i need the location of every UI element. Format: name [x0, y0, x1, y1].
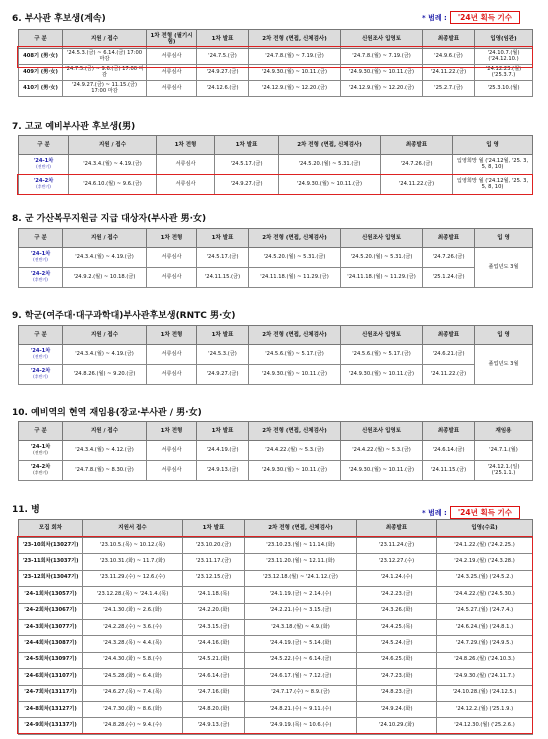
header-cell: 최종발표	[423, 30, 475, 49]
section-9-title: 9. 학군(여주대·대구과학대)부사관후보생(RNTC 男·女)	[12, 311, 236, 321]
legend-label: * 범례 :	[422, 13, 447, 22]
table-cell: 서류심사	[147, 248, 197, 268]
header-cell: 2차 전형 (면접, 신체검사)	[245, 520, 357, 538]
header-cell: 2차 전형 (면접, 신체검사)	[249, 30, 341, 49]
table-cell: '24.7.26.(금)	[423, 248, 475, 268]
table-cell: '24.9.30.(월) ~ 10.11.(금)	[249, 65, 341, 81]
row-label-sub: (전반기)	[33, 450, 48, 456]
row-label: '24-6회차(13107기)	[19, 669, 83, 685]
table-cell: '24.9.27.(금)	[197, 365, 249, 385]
row-label	[19, 268, 63, 288]
table-cell: '24.11.22.(금)	[381, 175, 453, 195]
table-row	[19, 570, 533, 586]
row-label: '24-9회차(13137기)	[19, 718, 83, 734]
table-cell: '24.3.18.(월) ~ 4.9.(화)	[245, 619, 357, 635]
table-row	[19, 538, 533, 554]
table-cell: '23.12.18.(월) ~ '24.1.12.(금)	[245, 570, 357, 586]
table-cell: '24.1.30.(화) ~ 2.6.(화)	[83, 603, 183, 619]
table-header	[19, 229, 533, 248]
table-row	[19, 587, 533, 603]
header-cell: 지원 / 접수	[63, 326, 147, 345]
table-cell: '24.8.26.(월) ('24.10.3.)	[437, 652, 533, 668]
table-row	[19, 701, 533, 717]
table-cell: '24.6.14.(금)	[183, 669, 245, 685]
row-label	[19, 461, 63, 481]
table-cell: '24.3.26.(화)	[357, 603, 437, 619]
section-6-table	[18, 29, 533, 97]
row-label: '24-2회차(13067기)	[19, 603, 83, 619]
row-label-sub: (후반기)	[33, 470, 48, 476]
table-cell: '24.2.19.(월) ('24.3.28.)	[437, 554, 533, 570]
table-cell: '24.7.16.(화)	[183, 685, 245, 701]
table-cell: 서류심사	[157, 175, 215, 195]
row-label	[19, 441, 63, 461]
table-cell: '23.11.24.(금)	[357, 538, 437, 554]
row-label-text: '24-2차	[30, 464, 51, 471]
row-label: '24-8회차(13127기)	[19, 701, 83, 717]
table-cell: '23.10.5.(목) ~ 10.12.(목)	[83, 538, 183, 554]
table-cell: '24.11.18.(월) ~ 11.29.(금)	[249, 268, 341, 288]
table-cell: '24.5.21.(화)	[183, 652, 245, 668]
table-cell: 서류심사	[157, 155, 215, 175]
table-cell: '24.5.24.(금)	[357, 636, 437, 652]
table-row	[19, 636, 533, 652]
header-cell: 1차 전형	[147, 326, 197, 345]
table-cell: '24.9.13.(금)	[183, 718, 245, 734]
header-cell: 1차 전형	[147, 422, 197, 441]
table-cell: '25.1.24.(금)	[423, 268, 475, 288]
header-cell: 구 분	[19, 30, 63, 49]
table-cell: '24.5.17.(금)	[197, 248, 249, 268]
table-cell: '23.12.28.(목) ~ '24.1.4.(목)	[83, 587, 183, 603]
table-row	[19, 685, 533, 701]
table-cell: '24.5.6.(월) ~ 5.17.(금)	[341, 345, 423, 365]
header-cell: 신원조사 입영토	[341, 30, 423, 49]
table-cell: '24.12.9.(월) ~ 12.20.(금)	[341, 81, 423, 97]
table-cell: '24.3.4.(월) ~ 4.19.(금)	[69, 155, 157, 175]
table-cell: '24.10.28.(월) ('24.12.5.)	[437, 685, 533, 701]
table-row	[19, 81, 533, 97]
header-cell: 최종발표	[423, 326, 475, 345]
table-cell: '24.7.23.(화)	[357, 669, 437, 685]
table-header	[19, 422, 533, 441]
table-cell: '24.6.17.(월) ~ 7.12.(금)	[245, 669, 357, 685]
table-cell: '24.7.5.(금) ~ 9.6.(금) 17:00 마감	[63, 65, 147, 81]
table-cell: '24.11.15.(금)	[197, 268, 249, 288]
table-cell: '24.3.28.(목) ~ 4.4.(목)	[83, 636, 183, 652]
header-cell: 지원 / 접수	[63, 30, 147, 49]
table-cell: '24.9.6.(금)	[423, 49, 475, 65]
row-label: '23-11회차(13037기)	[19, 554, 83, 570]
legend	[422, 506, 520, 519]
header-cell: 입영(수료)	[437, 520, 533, 538]
table-cell: '24.5.3.(금) ~ 6.14.(금) 17:00 마감	[63, 49, 147, 65]
table-cell: '24.4.25.(목)	[357, 619, 437, 635]
table-cell: '24.4.16.(화)	[183, 636, 245, 652]
table-cell: '24.7.8.(월) ~ 8.30.(금)	[63, 461, 147, 481]
table-cell: '24.8.21.(수) ~ 9.11.(수)	[245, 701, 357, 717]
row-label-sub: (후반기)	[33, 277, 48, 283]
table-cell: 입영희망 월 ('24.12월, '25. 3, 5, 8, 10)	[453, 155, 533, 175]
row-label: '24-4회차(13087기)	[19, 636, 83, 652]
table-row	[19, 155, 533, 175]
section-7-title: 7. 고교 예비부사관 후보생(男)	[12, 122, 136, 132]
table-cell: '24.4.22.(월) ~ 5.3.(금)	[341, 441, 423, 461]
table-cell: '24.9.30.(월) ~ 10.11.(금)	[341, 461, 423, 481]
section-9-table	[18, 325, 533, 385]
table-cell: '24.3.4.(월) ~ 4.19.(금)	[63, 248, 147, 268]
header-cell: 입영(임관)	[475, 30, 533, 49]
table-cell: '24.3.4.(월) ~ 4.19.(금)	[63, 345, 147, 365]
table-cell: 서류심사	[147, 268, 197, 288]
row-label-text: '24-2차	[30, 271, 51, 278]
table-cell: '24.7.29.(월) ('24.9.5.)	[437, 636, 533, 652]
table-row	[19, 669, 533, 685]
table-cell: '23.12.27.(수)	[357, 554, 437, 570]
legend	[422, 11, 520, 24]
table-cell: '24.4.30.(화) ~ 5.8.(수)	[83, 652, 183, 668]
section-11-title: 11. 병	[12, 505, 40, 515]
header-cell: 구 분	[19, 229, 63, 248]
section-11-table	[18, 519, 533, 735]
header-cell: 2차 전형 (면접, 신체검사)	[249, 326, 341, 345]
legend-value: '24년 획득 기수	[450, 11, 520, 24]
header-cell: 1차 전형 (필기시험)	[147, 30, 197, 49]
table-cell: 서류심사	[147, 365, 197, 385]
header-cell: 2차 전형 (면접, 신체검사)	[249, 422, 341, 441]
table-cell: 입영희망 월 ('24.12월, '25. 3, 5, 8, 10)	[453, 175, 533, 195]
header-cell: 1차 발표	[197, 229, 249, 248]
table-cell: '24.1.22.(월) ('24.2.25.)	[437, 538, 533, 554]
header-cell: 2차 전형 (면접, 신체검사)	[279, 136, 381, 155]
header-cell: 1차 전형	[147, 229, 197, 248]
table-cell: 서류심사	[147, 81, 197, 97]
header-cell: 지원 / 접수	[69, 136, 157, 155]
table-cell: '24.6.27.(목) ~ 7.4.(목)	[83, 685, 183, 701]
table-row	[19, 461, 533, 481]
table-cell: '24.2.23.(금)	[357, 587, 437, 603]
row-label-text: '24-1차	[30, 444, 51, 451]
table-cell: '24.8.23.(금)	[357, 685, 437, 701]
table-cell: 서류심사	[147, 345, 197, 365]
header-cell: 지원서 접수	[83, 520, 183, 538]
table-cell: '24.4.19.(금)	[197, 441, 249, 461]
table-cell: '24.12.1.(일) ('25.1.1.)	[475, 461, 533, 481]
row-label-sub: (전반기)	[33, 354, 48, 360]
table-cell: '24.11.18.(월) ~ 11.29.(금)	[341, 268, 423, 288]
table-cell: '24.12.9.(월) ~ 12.20.(금)	[249, 81, 341, 97]
header-cell: 입 영	[475, 229, 533, 248]
table-cell: '24.8.28.(수) ~ 9.4.(수)	[83, 718, 183, 734]
table-cell: '23.11.17.(금)	[183, 554, 245, 570]
header-cell: 신원조사 입영토	[341, 422, 423, 441]
header-cell: 1차 발표	[215, 136, 279, 155]
section-8-table	[18, 228, 533, 288]
table-cell: '24.9.13.(금)	[197, 461, 249, 481]
header-cell: 2차 전형 (면접, 신체검사)	[249, 229, 341, 248]
legend-label: * 범례 :	[422, 508, 447, 517]
table-header	[19, 326, 533, 345]
header-cell: 1차 발표	[197, 422, 249, 441]
table-cell: 서류심사	[147, 461, 197, 481]
table-cell: '24.9.27.(금)	[215, 175, 279, 195]
header-cell: 신원조사 입영토	[341, 229, 423, 248]
header-cell: 최종발표	[423, 422, 475, 441]
table-cell: '24.5.28.(화) ~ 6.4.(화)	[83, 669, 183, 685]
header-cell: 구 분	[19, 422, 63, 441]
table-cell: 서류심사	[147, 49, 197, 65]
section-8-title: 8. 군 가산복무지원금 지급 대상자(부사관 男·女)	[12, 214, 207, 224]
row-label	[19, 175, 69, 195]
table-cell: '24.1.18.(목)	[183, 587, 245, 603]
table-cell: '25.3.10.(월)	[475, 81, 533, 97]
legend-value: '24년 획득 기수	[450, 506, 520, 519]
table-cell: '24.1.19.(금) ~ 2.14.(수)	[245, 587, 357, 603]
header-cell: 입 영	[453, 136, 533, 155]
row-label: 410기 (男·女)	[19, 81, 63, 97]
table-cell: '24.5.20.(월) ~ 5.31.(금)	[341, 248, 423, 268]
table-cell: '24.9.30.(월) ~ 10.11.(금)	[341, 365, 423, 385]
table-cell: '24.9.30.(월) ~ 10.11.(금)	[249, 461, 341, 481]
table-cell: '23.11.20.(월) ~ 12.11.(화)	[245, 554, 357, 570]
table-cell: '24.9.19.(목) ~ 10.6.(수)	[245, 718, 357, 734]
table-cell: '24.9.30.(월) ~ 10.11.(금)	[279, 175, 381, 195]
table-cell: 서류심사	[147, 65, 197, 81]
table-cell: '24.4.19.(금) ~ 5.14.(화)	[245, 636, 357, 652]
merged-cell: 졸업년도 3월	[475, 248, 533, 288]
table-header	[19, 30, 533, 49]
section-6-title: 6. 부사관 후보생(계속)	[12, 14, 106, 24]
row-label-sub: (후반기)	[33, 374, 48, 380]
table-cell: '24.7.8.(월) ~ 7.19.(금)	[249, 49, 341, 65]
table-cell: '24.5.17.(금)	[215, 155, 279, 175]
table-cell: '24.5.20.(월) ~ 5.31.(금)	[249, 248, 341, 268]
table-cell: '23.10.23.(월) ~ 11.14.(화)	[245, 538, 357, 554]
header-cell: 입 영	[475, 326, 533, 345]
table-row	[19, 49, 533, 65]
row-label: '24-1회차(13057기)	[19, 587, 83, 603]
table-cell: '24.12.6.(금)	[197, 81, 249, 97]
table-cell: '24.7.8.(월) ~ 7.19.(금)	[341, 49, 423, 65]
table-cell: '24.5.6.(월) ~ 5.17.(금)	[249, 345, 341, 365]
row-label: '24-7회차(13117기)	[19, 685, 83, 701]
header-cell: 지원 / 접수	[63, 229, 147, 248]
row-label: 408기 (男·女)	[19, 49, 63, 65]
table-cell: '24.5.3.(금)	[197, 345, 249, 365]
row-label-sub: (전반기)	[33, 257, 48, 263]
table-cell: '24.11.22.(금)	[423, 65, 475, 81]
header-cell: 신원조사 입영토	[341, 326, 423, 345]
table-cell: '24.10.29.(화)	[357, 718, 437, 734]
table-cell: '24.12.2.(월) ('25.1.9.)	[437, 701, 533, 717]
table-row	[19, 718, 533, 734]
table-cell: '24.11.22.(금)	[423, 365, 475, 385]
table-cell: '24.6.14.(금)	[423, 441, 475, 461]
section-10-table	[18, 421, 533, 481]
table-header	[19, 520, 533, 538]
table-cell: '24.3.25.(월) ('24.5.2.)	[437, 570, 533, 586]
table-cell: '24.9.30.(월) ('24.11.7.)	[437, 669, 533, 685]
table-cell: '24.9.2.(월) ~ 10.18.(금)	[63, 268, 147, 288]
row-label-sub: (후반기)	[36, 184, 51, 190]
table-cell: '24.9.30.(월) ~ 10.11.(금)	[341, 65, 423, 81]
table-cell: '24.11.15.(금)	[423, 461, 475, 481]
table-cell: '23.11.29.(수) ~ 12.6.(수)	[83, 570, 183, 586]
table-cell: '24.3.15.(금)	[183, 619, 245, 635]
table-cell: '24.2.21.(수) ~ 3.15.(금)	[245, 603, 357, 619]
table-row	[19, 268, 533, 288]
table-header	[19, 136, 533, 155]
header-cell: 구 분	[19, 326, 63, 345]
table-cell: '24.3.4.(월) ~ 4.12.(금)	[63, 441, 147, 461]
table-cell: '24.9.27.(금) ~ 11.15.(금) 17:00 마감	[63, 81, 147, 97]
table-row	[19, 365, 533, 385]
table-cell: '24.8.26.(월) ~ 9.20.(금)	[63, 365, 147, 385]
table-cell: '24.7.5.(금)	[197, 49, 249, 65]
table-cell: '23.12.15.(금)	[183, 570, 245, 586]
row-label	[19, 248, 63, 268]
table-cell: '24.7.30.(화) ~ 8.6.(화)	[83, 701, 183, 717]
table-cell: '24.8.20.(화)	[183, 701, 245, 717]
table-cell: '24.7.17.(수) ~ 8.9.(금)	[245, 685, 357, 701]
row-label	[19, 155, 69, 175]
table-cell: '24.9.30.(월) ~ 10.11.(금)	[249, 365, 341, 385]
table-cell: '24.5.22.(수) ~ 6.14.(금)	[245, 652, 357, 668]
table-cell: '24.4.22.(월) ('24.5.30.)	[437, 587, 533, 603]
table-row	[19, 345, 533, 365]
row-label-text: '24-2차	[30, 368, 51, 375]
table-row	[19, 441, 533, 461]
table-row	[19, 554, 533, 570]
table-cell: '24.1.24.(수)	[357, 570, 437, 586]
row-label-text: '24-1차	[33, 158, 54, 165]
table-cell: '24.2.28.(수) ~ 3.6.(수)	[83, 619, 183, 635]
row-label: '24-5회차(13097기)	[19, 652, 83, 668]
row-label-text: '24-1차	[30, 251, 51, 258]
table-cell: '24.6.21.(금)	[423, 345, 475, 365]
row-label: '23-10회차(13027기)	[19, 538, 83, 554]
table-row	[19, 619, 533, 635]
table-cell: '24.6.25.(화)	[357, 652, 437, 668]
header-cell: 최종발표	[423, 229, 475, 248]
header-cell: 1차 발표	[197, 30, 249, 49]
header-cell: 1차 발표	[183, 520, 245, 538]
table-row	[19, 652, 533, 668]
table-cell: '24.9.24.(화)	[357, 701, 437, 717]
table-cell: '24.4.22.(월) ~ 5.3.(금)	[249, 441, 341, 461]
row-label: 409기 (男·女)	[19, 65, 63, 81]
header-cell: 모집 회차	[19, 520, 83, 538]
row-label-sub: (전반기)	[36, 164, 51, 170]
header-cell: 1차 발표	[197, 326, 249, 345]
header-cell: 1차 전형	[157, 136, 215, 155]
section-7-table	[18, 135, 533, 195]
row-label: '23-12회차(13047기)	[19, 570, 83, 586]
row-label	[19, 365, 63, 385]
table-cell: '24.6.24.(월) ('24.8.1.)	[437, 619, 533, 635]
table-cell: '23.10.31.(화) ~ 11.7.(화)	[83, 554, 183, 570]
row-label	[19, 345, 63, 365]
row-label-text: '24-1차	[30, 348, 51, 355]
table-cell: '24.10.7.(월) ('24.12.10.)	[475, 49, 533, 65]
table-cell: '24.5.27.(월) ('24.7.4.)	[437, 603, 533, 619]
section-10-title: 10. 예비역의 현역 재임용(장교·부사관 / 男·女)	[12, 408, 202, 418]
row-label-text: '24-2차	[33, 178, 54, 185]
table-cell: '23.10.20.(금)	[183, 538, 245, 554]
table-cell: '25.2.7.(금)	[423, 81, 475, 97]
header-cell: 최종발표	[357, 520, 437, 538]
table-row	[19, 603, 533, 619]
table-cell: '24.2.20.(화)	[183, 603, 245, 619]
table-cell: '24.6.10.(월) ~ 9.6.(금)	[69, 175, 157, 195]
table-cell: '24.12.30.(월) ('25.2.6.)	[437, 718, 533, 734]
merged-cell: 졸업년도 3월	[475, 345, 533, 385]
table-cell: '24.9.27.(금)	[197, 65, 249, 81]
table-row	[19, 65, 533, 81]
header-cell: 지원 / 접수	[63, 422, 147, 441]
header-cell: 최종발표	[381, 136, 453, 155]
table-row	[19, 248, 533, 268]
table-cell: 서류심사	[147, 441, 197, 461]
header-cell: 구 분	[19, 136, 69, 155]
row-label: '24-3회차(13077기)	[19, 619, 83, 635]
table-row	[19, 175, 533, 195]
table-cell: '24.7.26.(금)	[381, 155, 453, 175]
table-cell: '24.7.1.(월)	[475, 441, 533, 461]
table-cell: '24.12.23.(월) ('25.3.7.)	[475, 65, 533, 81]
header-cell: 재임용	[475, 422, 533, 441]
table-cell: '24.5.20.(월) ~ 5.31.(금)	[279, 155, 381, 175]
